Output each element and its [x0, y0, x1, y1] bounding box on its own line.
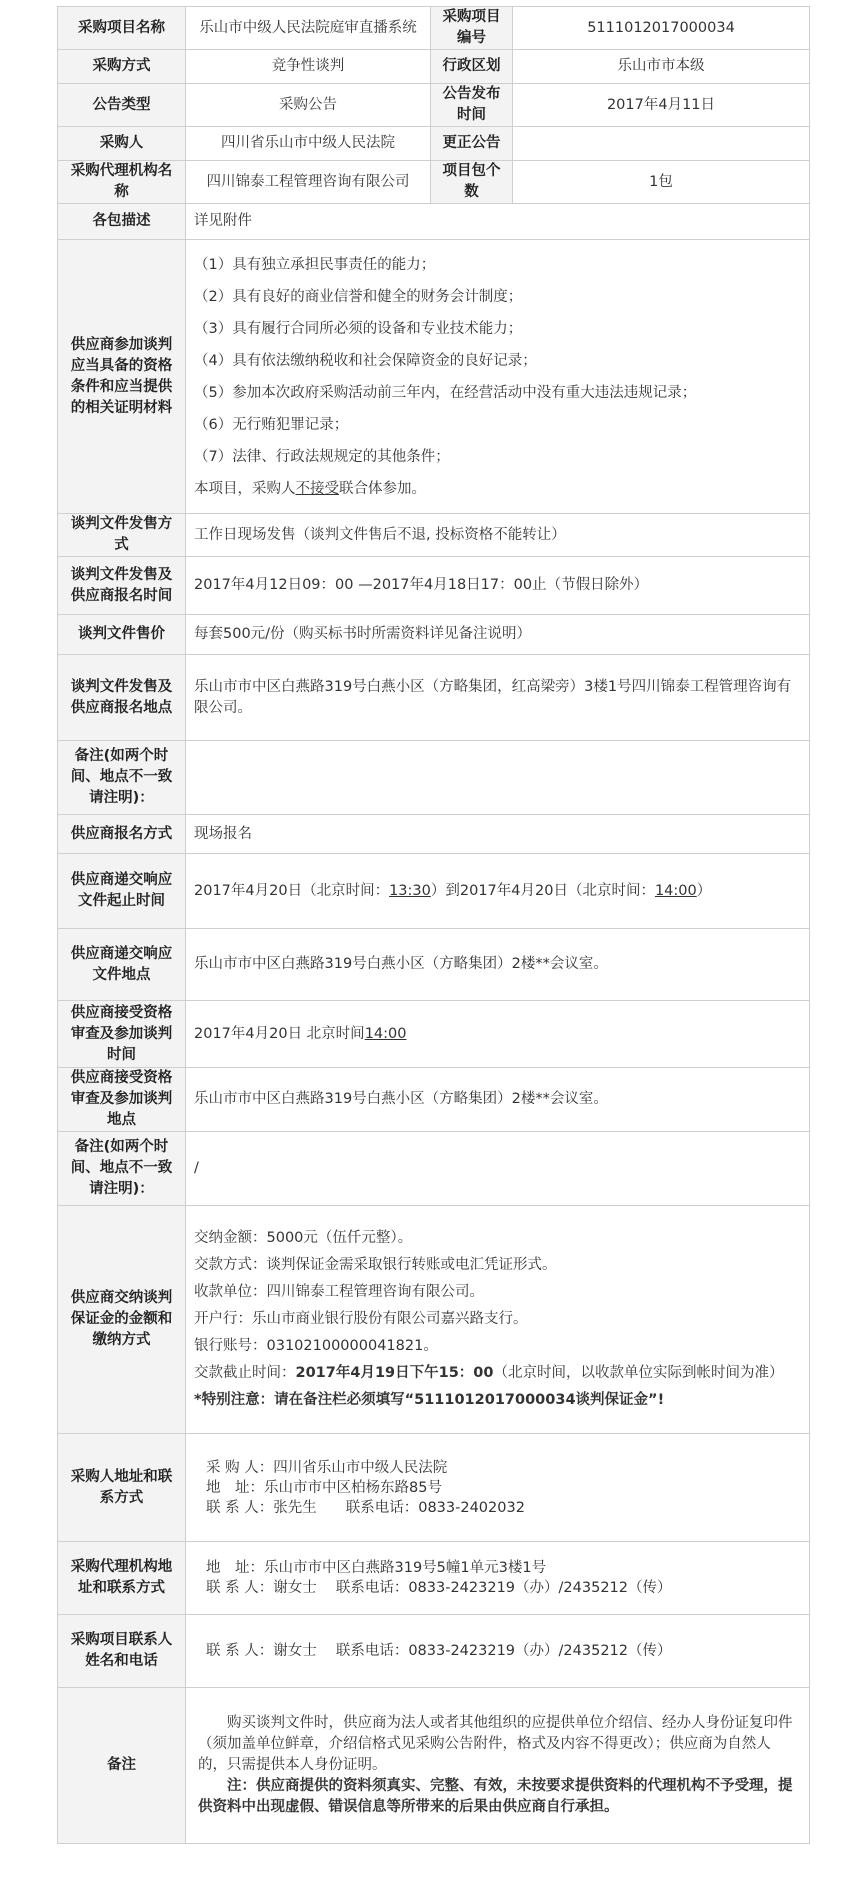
- label-agency-contact: 采购代理机构地址和联系方式: [58, 1542, 186, 1615]
- buyer-contact-line: 采 购 人：四川省乐山市中级人民法院: [206, 1459, 448, 1476]
- deposit-payee: 收款单位：四川锦泰工程管理咨询有限公司。: [194, 1284, 484, 1300]
- row-notice-type: [58, 84, 810, 127]
- row-qualification: [58, 240, 810, 514]
- row-signup-method: [58, 815, 810, 854]
- row-agency-contact: [58, 1542, 810, 1615]
- qualification-item: （7）法律、行政法规规定的其他条件；: [194, 448, 450, 465]
- row-agency: [58, 161, 810, 204]
- value-buyer-contact: [186, 1434, 810, 1542]
- row-project-contact: [58, 1615, 810, 1688]
- value-project-contact: 联 系 人：谢女士 联系电话：0833-2423219（办）/2435212（传）: [186, 1615, 810, 1688]
- label-review-time: 供应商接受资格审查及参加谈判时间: [58, 1001, 186, 1068]
- label-project-code: 采购项目编号: [431, 7, 513, 50]
- label-doc-sale-method: 谈判文件发售方式: [58, 514, 186, 557]
- label-review-place: 供应商接受资格审查及参加谈判地点: [58, 1068, 186, 1132]
- value-publish-time: 2017年4月11日: [513, 84, 810, 127]
- agency-contact-line: 地 址：乐山市市中区白燕路319号5幢1单元3楼1号: [206, 1560, 547, 1576]
- label-submit-place: 供应商递交响应文件地点: [58, 929, 186, 1001]
- joint-venture-note: 本项目，采购人不接受联合体参加。: [194, 480, 426, 497]
- buyer-contact-line: 联 系 人：张先生 联系电话：0833-2402032: [206, 1499, 525, 1516]
- qualification-item: （3）具有履行合同所必须的设备和专业技术能力；: [194, 320, 523, 337]
- deposit-bank: 开户行：乐山市商业银行股份有限公司嘉兴路支行。: [194, 1311, 528, 1327]
- remark-paragraph: 购买谈判文件时，供应商为法人或者其他组织的应提供单位介绍信、经办人身份证复印件（须加盖单位鲜章，介绍信格式见采购公告附件，格式及内容不得更改）；供应商为自然人的，只需提供本人身份证明。: [198, 1715, 793, 1773]
- row-deposit: [58, 1206, 810, 1434]
- qualification-item: （4）具有依法缴纳税收和社会保障资金的良好记录；: [194, 352, 537, 369]
- qualification-item: （5）参加本次政府采购活动前三年内，在经营活动中没有重大违法违规记录；: [194, 384, 697, 401]
- value-doc-price: 每套500元/份（购买标书时所需资料详见备注说明）: [186, 615, 810, 655]
- label-doc-price: 谈判文件售价: [58, 615, 186, 655]
- row-method: [58, 50, 810, 84]
- not-accepted-text: 不接受: [295, 480, 339, 497]
- label-deposit: 供应商交纳谈判保证金的金额和缴纳方式: [58, 1206, 186, 1434]
- label-buyer: 采购人: [58, 127, 186, 161]
- row-submit-place: [58, 929, 810, 1001]
- label-publish-time: 公告发布时间: [431, 84, 513, 127]
- row-submit-time: [58, 854, 810, 929]
- value-signup-method: 现场报名: [186, 815, 810, 854]
- buyer-contact-line: 地 址：乐山市市中区柏杨东路85号: [206, 1479, 442, 1496]
- value-project-code: 5111012017000034: [513, 7, 810, 50]
- deposit-deadline: 交款截止时间：2017年4月19日下午15：00（北京时间，以收款单位实际到帐时间为准）: [194, 1365, 784, 1381]
- value-doc-sale-method: 工作日现场发售（谈判文件售后不退, 投标资格不能转让）: [186, 514, 810, 557]
- label-buyer-contact: 采购人地址和联系方式: [58, 1434, 186, 1542]
- value-agency-contact: [186, 1542, 810, 1615]
- value-method: 竞争性谈判: [186, 50, 431, 84]
- remark-warning: 注：供应商提供的资料须真实、完整、有效，未按要求提供资料的代理机构不予受理，提供资料中出现虚假、错误信息等所带来的后果由供应商自行承担。: [198, 1778, 793, 1815]
- label-remark-2: 备注(如两个时间、地点不一致请注明)：: [58, 1132, 186, 1206]
- value-remark-2: /: [186, 1132, 810, 1206]
- label-doc-sale-place: 谈判文件发售及供应商报名地点: [58, 655, 186, 741]
- review-time-value: 14:00: [364, 1025, 407, 1042]
- label-notice-type: 公告类型: [58, 84, 186, 127]
- row-doc-sale-place: [58, 655, 810, 741]
- qualification-item: （2）具有良好的商业信誉和健全的财务会计制度；: [194, 288, 523, 305]
- label-correction: 更正公告: [431, 127, 513, 161]
- label-remark-1: 备注(如两个时间、地点不一致请注明)：: [58, 741, 186, 815]
- value-buyer: 四川省乐山市中级人民法院: [186, 127, 431, 161]
- value-remark-1: [186, 741, 810, 815]
- row-buyer: [58, 127, 810, 161]
- value-doc-sale-place: 乐山市市中区白燕路319号白燕小区（方略集团，红高梁旁）3楼1号四川锦泰工程管理咨询有限公司。: [186, 655, 810, 741]
- label-doc-sale-time: 谈判文件发售及供应商报名时间: [58, 557, 186, 615]
- label-project-contact: 采购项目联系人姓名和电话: [58, 1615, 186, 1688]
- value-package-count: 1包: [513, 161, 810, 204]
- value-doc-sale-time: 2017年4月12日09：00 —2017年4月18日17：00止（节假日除外）: [186, 557, 810, 615]
- label-method: 采购方式: [58, 50, 186, 84]
- deposit-amount: 交纳金额：5000元（伍仟元整）。: [194, 1230, 413, 1246]
- row-review-place: [58, 1068, 810, 1132]
- announcement-table: [57, 6, 810, 1844]
- agency-contact-line: 联 系 人：谢女士 联系电话：0833-2423219（办）/2435212（传）: [206, 1580, 672, 1596]
- value-review-time: 2017年4月20日 北京时间14:00: [186, 1001, 810, 1068]
- label-project-name: 采购项目名称: [58, 7, 186, 50]
- deposit-special-note: *特别注意：请在备注栏必须填写“5111012017000034谈判保证金”!: [194, 1392, 665, 1408]
- row-remark-1: [58, 741, 810, 815]
- value-agency: 四川锦泰工程管理咨询有限公司: [186, 161, 431, 204]
- row-remark-2: [58, 1132, 810, 1206]
- row-buyer-contact: [58, 1434, 810, 1542]
- value-submit-time: 2017年4月20日（北京时间：13:30）到2017年4月20日（北京时间：14:00）: [186, 854, 810, 929]
- row-review-time: [58, 1001, 810, 1068]
- end-time: 14:00: [654, 882, 697, 899]
- value-remark-3: [186, 1688, 810, 1844]
- label-signup-method: 供应商报名方式: [58, 815, 186, 854]
- qualification-item: （6）无行贿犯罪记录；: [194, 416, 349, 433]
- value-region: 乐山市市本级: [513, 50, 810, 84]
- row-remark-3: [58, 1688, 810, 1844]
- row-doc-price: [58, 615, 810, 655]
- label-qualification: 供应商参加谈判应当具备的资格条件和应当提供的相关证明材料: [58, 240, 186, 514]
- value-deposit: [186, 1206, 810, 1434]
- label-region: 行政区划: [431, 50, 513, 84]
- value-submit-place: 乐山市市中区白燕路319号白燕小区（方略集团）2楼**会议室。: [186, 929, 810, 1001]
- value-correction: [513, 127, 810, 161]
- label-package-count: 项目包个数: [431, 161, 513, 204]
- deposit-account: 银行账号：03102100000041821。: [194, 1338, 438, 1354]
- label-remark-3: 备注: [58, 1688, 186, 1844]
- value-package-desc: 详见附件: [186, 204, 810, 240]
- row-doc-sale-method: [58, 514, 810, 557]
- value-qualification: [186, 240, 810, 514]
- row-package-desc: [58, 204, 810, 240]
- value-notice-type: 采购公告: [186, 84, 431, 127]
- label-package-desc: 各包描述: [58, 204, 186, 240]
- row-doc-sale-time: [58, 557, 810, 615]
- deposit-method: 交款方式：谈判保证金需采取银行转账或电汇凭证形式。: [194, 1257, 557, 1273]
- value-review-place: 乐山市市中区白燕路319号白燕小区（方略集团）2楼**会议室。: [186, 1068, 810, 1132]
- label-agency: 采购代理机构名称: [58, 161, 186, 204]
- label-submit-time: 供应商递交响应文件起止时间: [58, 854, 186, 929]
- row-project-name: [58, 7, 810, 50]
- qualification-item: （1）具有独立承担民事责任的能力；: [194, 256, 436, 273]
- start-time: 13:30: [389, 882, 431, 899]
- value-project-name: 乐山市中级人民法院庭审直播系统: [186, 7, 431, 50]
